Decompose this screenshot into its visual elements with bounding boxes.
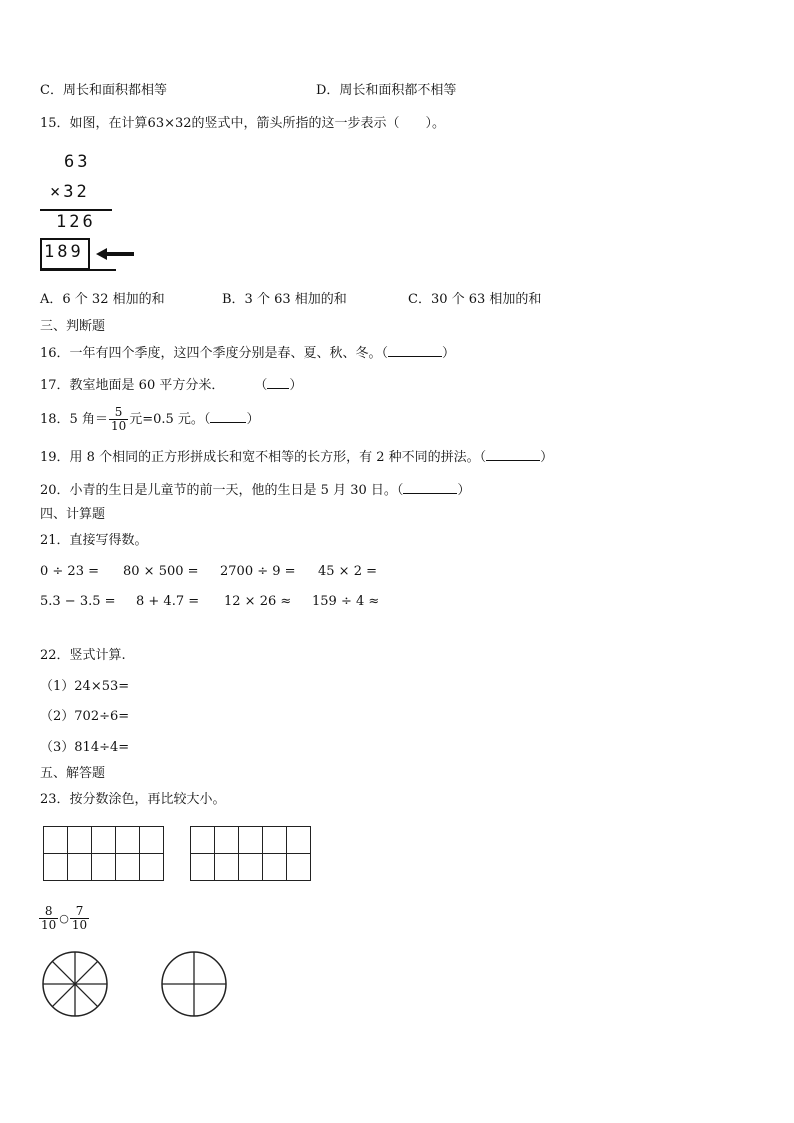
q23-rect-grid-right[interactable] — [190, 826, 311, 881]
fraction-numerator: 8 — [39, 905, 58, 919]
q16-close: ） — [442, 346, 456, 361]
q19-close: ） — [540, 450, 554, 465]
q16 — [40, 344, 455, 362]
figure-partial-product-1: 126 — [56, 212, 96, 232]
q18-prefix: 18．5 角＝ — [40, 412, 108, 427]
q20 — [40, 481, 470, 499]
q17 — [40, 376, 302, 394]
q23-circle-quarters[interactable] — [159, 949, 229, 1019]
q14-option-d: D．周长和面积都不相等 — [316, 83, 457, 98]
q15-question — [40, 116, 445, 132]
q16-text: 16．一年有四个季度，这四个季度分别是春、夏、秋、冬。（ — [40, 346, 389, 361]
q21-item: 2700 ÷ 9 = — [220, 564, 296, 579]
q18-suffix: 元=0.5 元。（ — [129, 412, 211, 427]
q15-figure — [36, 148, 146, 276]
q23-title: 23．按分数涂色，再比较大小。 — [40, 792, 226, 807]
figure-multiplicand: 63 — [64, 152, 91, 172]
q15-text: 如图，在计算63×32的竖式中，箭头所指的这一步表示（ ）。 — [69, 116, 446, 131]
q18-fraction-numerator: 5 — [109, 406, 128, 420]
q21-item: 5.3 − 3.5 = — [40, 594, 116, 609]
q21-item: 45 × 2 = — [318, 564, 377, 579]
q19 — [40, 448, 553, 466]
q17-close: ） — [289, 378, 303, 393]
q22-item-2: （2）702÷6= — [40, 709, 130, 724]
q23-circle-eighths[interactable] — [40, 949, 110, 1019]
q18-fraction-denominator: 10 — [110, 419, 127, 433]
figure-rule-line — [40, 209, 112, 211]
q17-text: 17．教室地面是 60 平方分米． — [40, 378, 225, 393]
q18-answer-blank[interactable] — [210, 410, 246, 423]
section-title-judgement: 三、判断题 — [40, 319, 106, 334]
fraction-numerator: 7 — [70, 905, 89, 919]
q20-answer-blank[interactable] — [403, 481, 457, 494]
q21-title: 21．直接写得数。 — [40, 533, 148, 548]
q21-item: 0 ÷ 23 = — [40, 564, 99, 579]
figure-partial-product-2: 189 — [44, 242, 84, 262]
q18-fraction — [109, 406, 128, 433]
q20-text: 20．小青的生日是儿童节的前一天，他的生日是 5 月 30 日。（ — [40, 483, 404, 498]
q22-title: 22．竖式计算. — [40, 648, 126, 663]
q23-fraction-left — [39, 905, 58, 932]
q21-item: 80 × 500 = — [123, 564, 199, 579]
q20-close: ） — [457, 483, 471, 498]
q15-option-b: B．3 个 63 相加的和 — [222, 292, 347, 307]
q17-answer-blank[interactable] — [267, 376, 289, 389]
q21-item: 12 × 26 ≈ — [224, 594, 292, 609]
figure-bottom-line — [40, 269, 116, 271]
fraction-denominator: 10 — [71, 918, 88, 932]
fraction-denominator: 10 — [41, 918, 57, 932]
q22-item-1: （1）24×53= — [40, 679, 130, 694]
q15-option-c: C．30 个 63 相加的和 — [408, 292, 542, 307]
q18 — [40, 403, 259, 437]
q19-text: 19．用 8 个相同的正方形拼成长和宽不相等的长方形，有 2 种不同的拼法。（ — [40, 450, 487, 465]
q22-item-3: （3）814÷4= — [40, 740, 130, 755]
q16-answer-blank[interactable] — [388, 344, 442, 357]
q18-close: ） — [246, 412, 260, 427]
compare-circle[interactable]: ○ — [59, 912, 69, 925]
section-title-solve: 五、解答题 — [40, 766, 106, 781]
q21-item: 8 + 4.7 = — [136, 594, 200, 609]
q23-fraction-right — [70, 905, 89, 932]
q21-item: 159 ÷ 4 ≈ — [312, 594, 380, 609]
arrow-left-icon — [96, 247, 136, 261]
figure-multiplier: ×32 — [50, 182, 90, 202]
section-title-calculation: 四、计算题 — [40, 507, 106, 522]
q17-open: （ — [254, 378, 268, 393]
q19-answer-blank[interactable] — [486, 448, 540, 461]
q23-rect-grid-left[interactable] — [43, 826, 164, 881]
q23-comparison — [38, 899, 90, 939]
q15-option-a: A．6 个 32 相加的和 — [40, 292, 165, 307]
q14-option-c: C．周长和面积都相等 — [40, 83, 167, 98]
q15-number: 15． — [40, 116, 70, 131]
